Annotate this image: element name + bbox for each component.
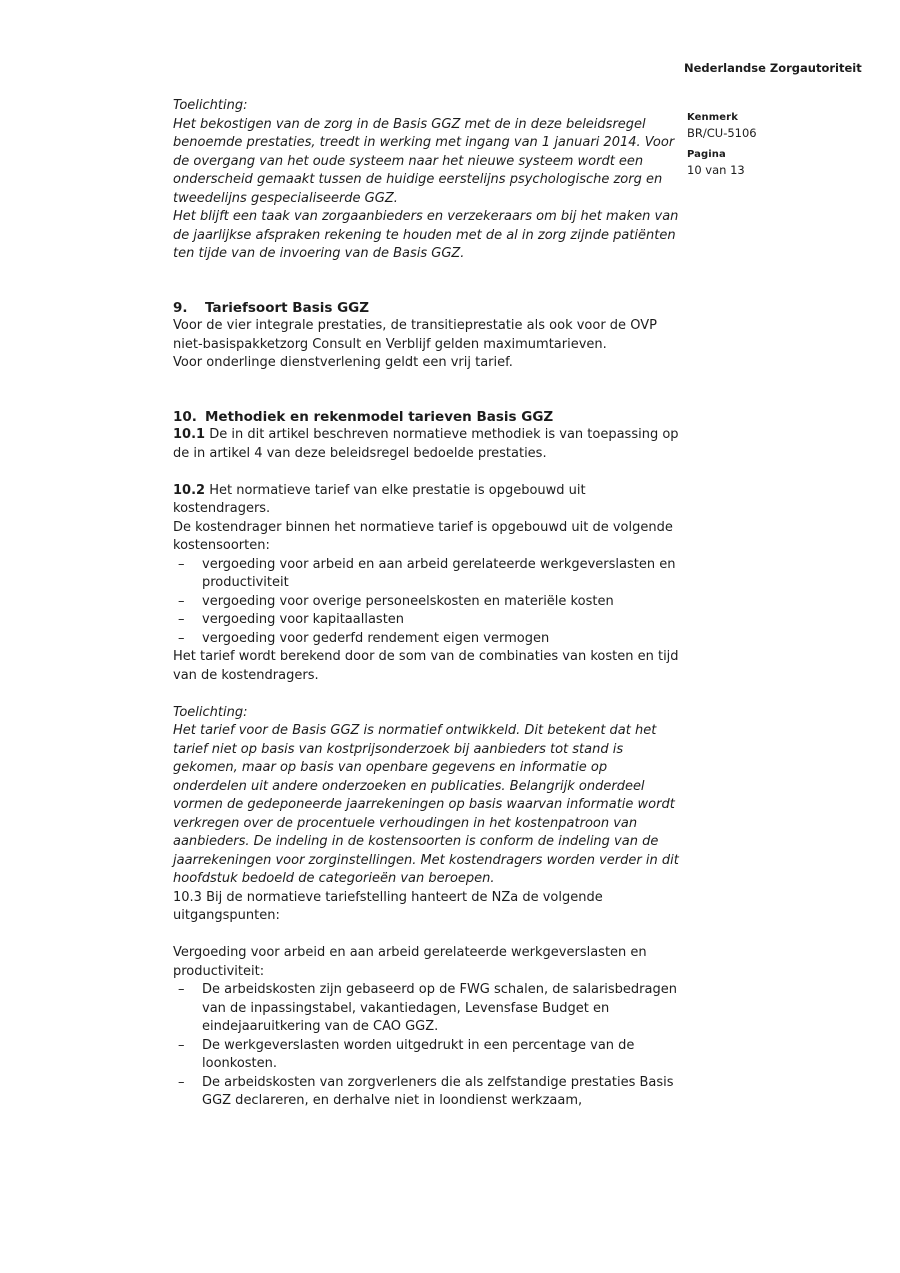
toelichting-title: Toelichting: (173, 704, 248, 720)
list-item-text: De arbeidskosten van zorgverleners die als zelfstandige prestaties Basis GGZ declareren, en derhalve niet in loondienst werkzaam, (202, 1074, 674, 1108)
article-10-2 (173, 482, 680, 649)
kenmerk-label: Kenmerk (687, 112, 738, 123)
section-number: 9. (173, 299, 188, 316)
article-10-1 (173, 426, 680, 463)
paragraph: Het blijft een taak van zorgaanbieders en verzekeraars om bij het maken van de jaarlijkse afspraken rekening te houden met de al in zorg zijnde patiënten ten tijde van de invoering van de Basis GGZ. (173, 209, 679, 261)
paragraph: Het tarief wordt berekend door de som van de combinaties van kosten en tijd van de kostendragers. (173, 649, 679, 683)
org-name: Nederlandse Zorgautoriteit (684, 61, 862, 75)
article-text (173, 482, 680, 519)
article-number: 10.1 (173, 427, 206, 442)
list-item (173, 630, 680, 649)
bullet-dash: – (178, 612, 185, 627)
uitgangspunten-block (173, 944, 680, 1111)
section-title: Methodiek en rekenmodel tarieven Basis GGZ (205, 408, 554, 425)
section-9-heading (173, 299, 680, 318)
paragraph: Vergoeding voor arbeid en aan arbeid gerelateerde werkgeverslasten en productiviteit: (173, 945, 647, 979)
paragraph: Het tarief voor de Basis GGZ is normatief ontwikkeld. Dit betekent dat het tarief niet op basis van kostprijsonderzoek bij aanbieders tot stand is gekomen, maar op basis van openbare gegevens en informatie op onderdelen uit andere onderzoeken en publicaties. Belangrijk onderdeel vormen de gedeponeerde jaarrekeningen op basis waarvan informatie wordt verkregen over de procentuele verhoudingen in het kostenpatroon van aanbieders. De indeling in de kostensoorten is conform de indeling van de jaarrekeningen voor zorginstellingen. Met kostendragers worden verder in dit hoofdstuk bedoeld de categorieën van beroepen. (173, 723, 679, 886)
list-item-text: De werkgeverslasten worden uitgedrukt in een percentage van de loonkosten. (202, 1037, 635, 1071)
article-number: 10.2 (173, 482, 206, 498)
pagina-label: Pagina (687, 149, 726, 160)
list-item-text: De arbeidskosten zijn gebaseerd op de FWG schalen, de salarisbedragen van de inpassingstabel, vakantiedagen, Levensfase Budget en eindejaaruitkering van de CAO GGZ. (202, 982, 677, 1034)
toelichting-block-2 (173, 704, 680, 889)
bullet-dash: – (178, 1037, 185, 1053)
article-text: De in dit artikel beschreven normatieve methodiek is van toepassing op de in artikel 4 van deze beleidsregel bedoelde prestaties. (173, 427, 679, 461)
bullet-dash: – (178, 556, 185, 572)
toelichting-block-1 (173, 97, 680, 264)
paragraph: Voor onderlinge dienstverlening geldt een vrij tarief. (173, 355, 513, 370)
pagina-value: 10 van 13 (687, 163, 745, 177)
toelichting-title: Toelichting: (173, 98, 248, 113)
list-item (173, 611, 680, 630)
paragraph: De kostendrager binnen het normatieve tarief is opgebouwd uit de volgende kostensoorten: (173, 519, 673, 553)
list-item (173, 593, 680, 612)
list-item-text: vergoeding voor overige personeelskosten en materiële kosten (202, 593, 614, 609)
article-10-3: 10.3 Bij de normatieve tariefstelling hanteert de NZa de volgende uitgangspunten: (173, 889, 603, 923)
section-10-heading (173, 408, 680, 427)
doc-meta (687, 112, 867, 186)
bullet-dash: – (178, 982, 185, 997)
list-item (173, 1037, 680, 1074)
bullet-dash: – (178, 630, 185, 646)
article-text: Het normatieve tarief van elke prestatie is opgebouwd uit kostendragers. (173, 482, 586, 516)
bullet-dash: – (178, 1074, 185, 1090)
list-item-text: vergoeding voor gederfd rendement eigen vermogen (202, 630, 550, 646)
list-item-text: vergoeding voor kapitaallasten (202, 612, 405, 627)
bullet-dash: – (178, 593, 185, 609)
section-title: Tariefsoort Basis GGZ (205, 299, 370, 316)
list-item (173, 981, 680, 1037)
document-body (173, 97, 680, 1111)
paragraph: Voor de vier integrale prestaties, de transitieprestatie als ook voor de OVP niet-basispakketzorg Consult en Verblijf gelden maximumtarieven. (173, 318, 657, 352)
section-number: 10. (173, 408, 197, 425)
list-item (173, 1074, 680, 1111)
paragraph: Het bekostigen van de zorg in de Basis GGZ met de in deze beleidsregel benoemde prestaties, treedt in werking met ingang van 1 januari 2014. Voor de overgang van het oude systeem naar het nieuwe systeem wordt een onderscheid gemaakt tussen de huidige eerstelijns psychologische zorg en tweedelijns gespecialiseerde GGZ. (173, 116, 675, 206)
list-item (173, 556, 680, 593)
list-item-text: vergoeding voor arbeid en aan arbeid gerelateerde werkgeverslasten en productiviteit (202, 556, 676, 590)
kenmerk-value: BR/CU-5106 (687, 126, 757, 140)
